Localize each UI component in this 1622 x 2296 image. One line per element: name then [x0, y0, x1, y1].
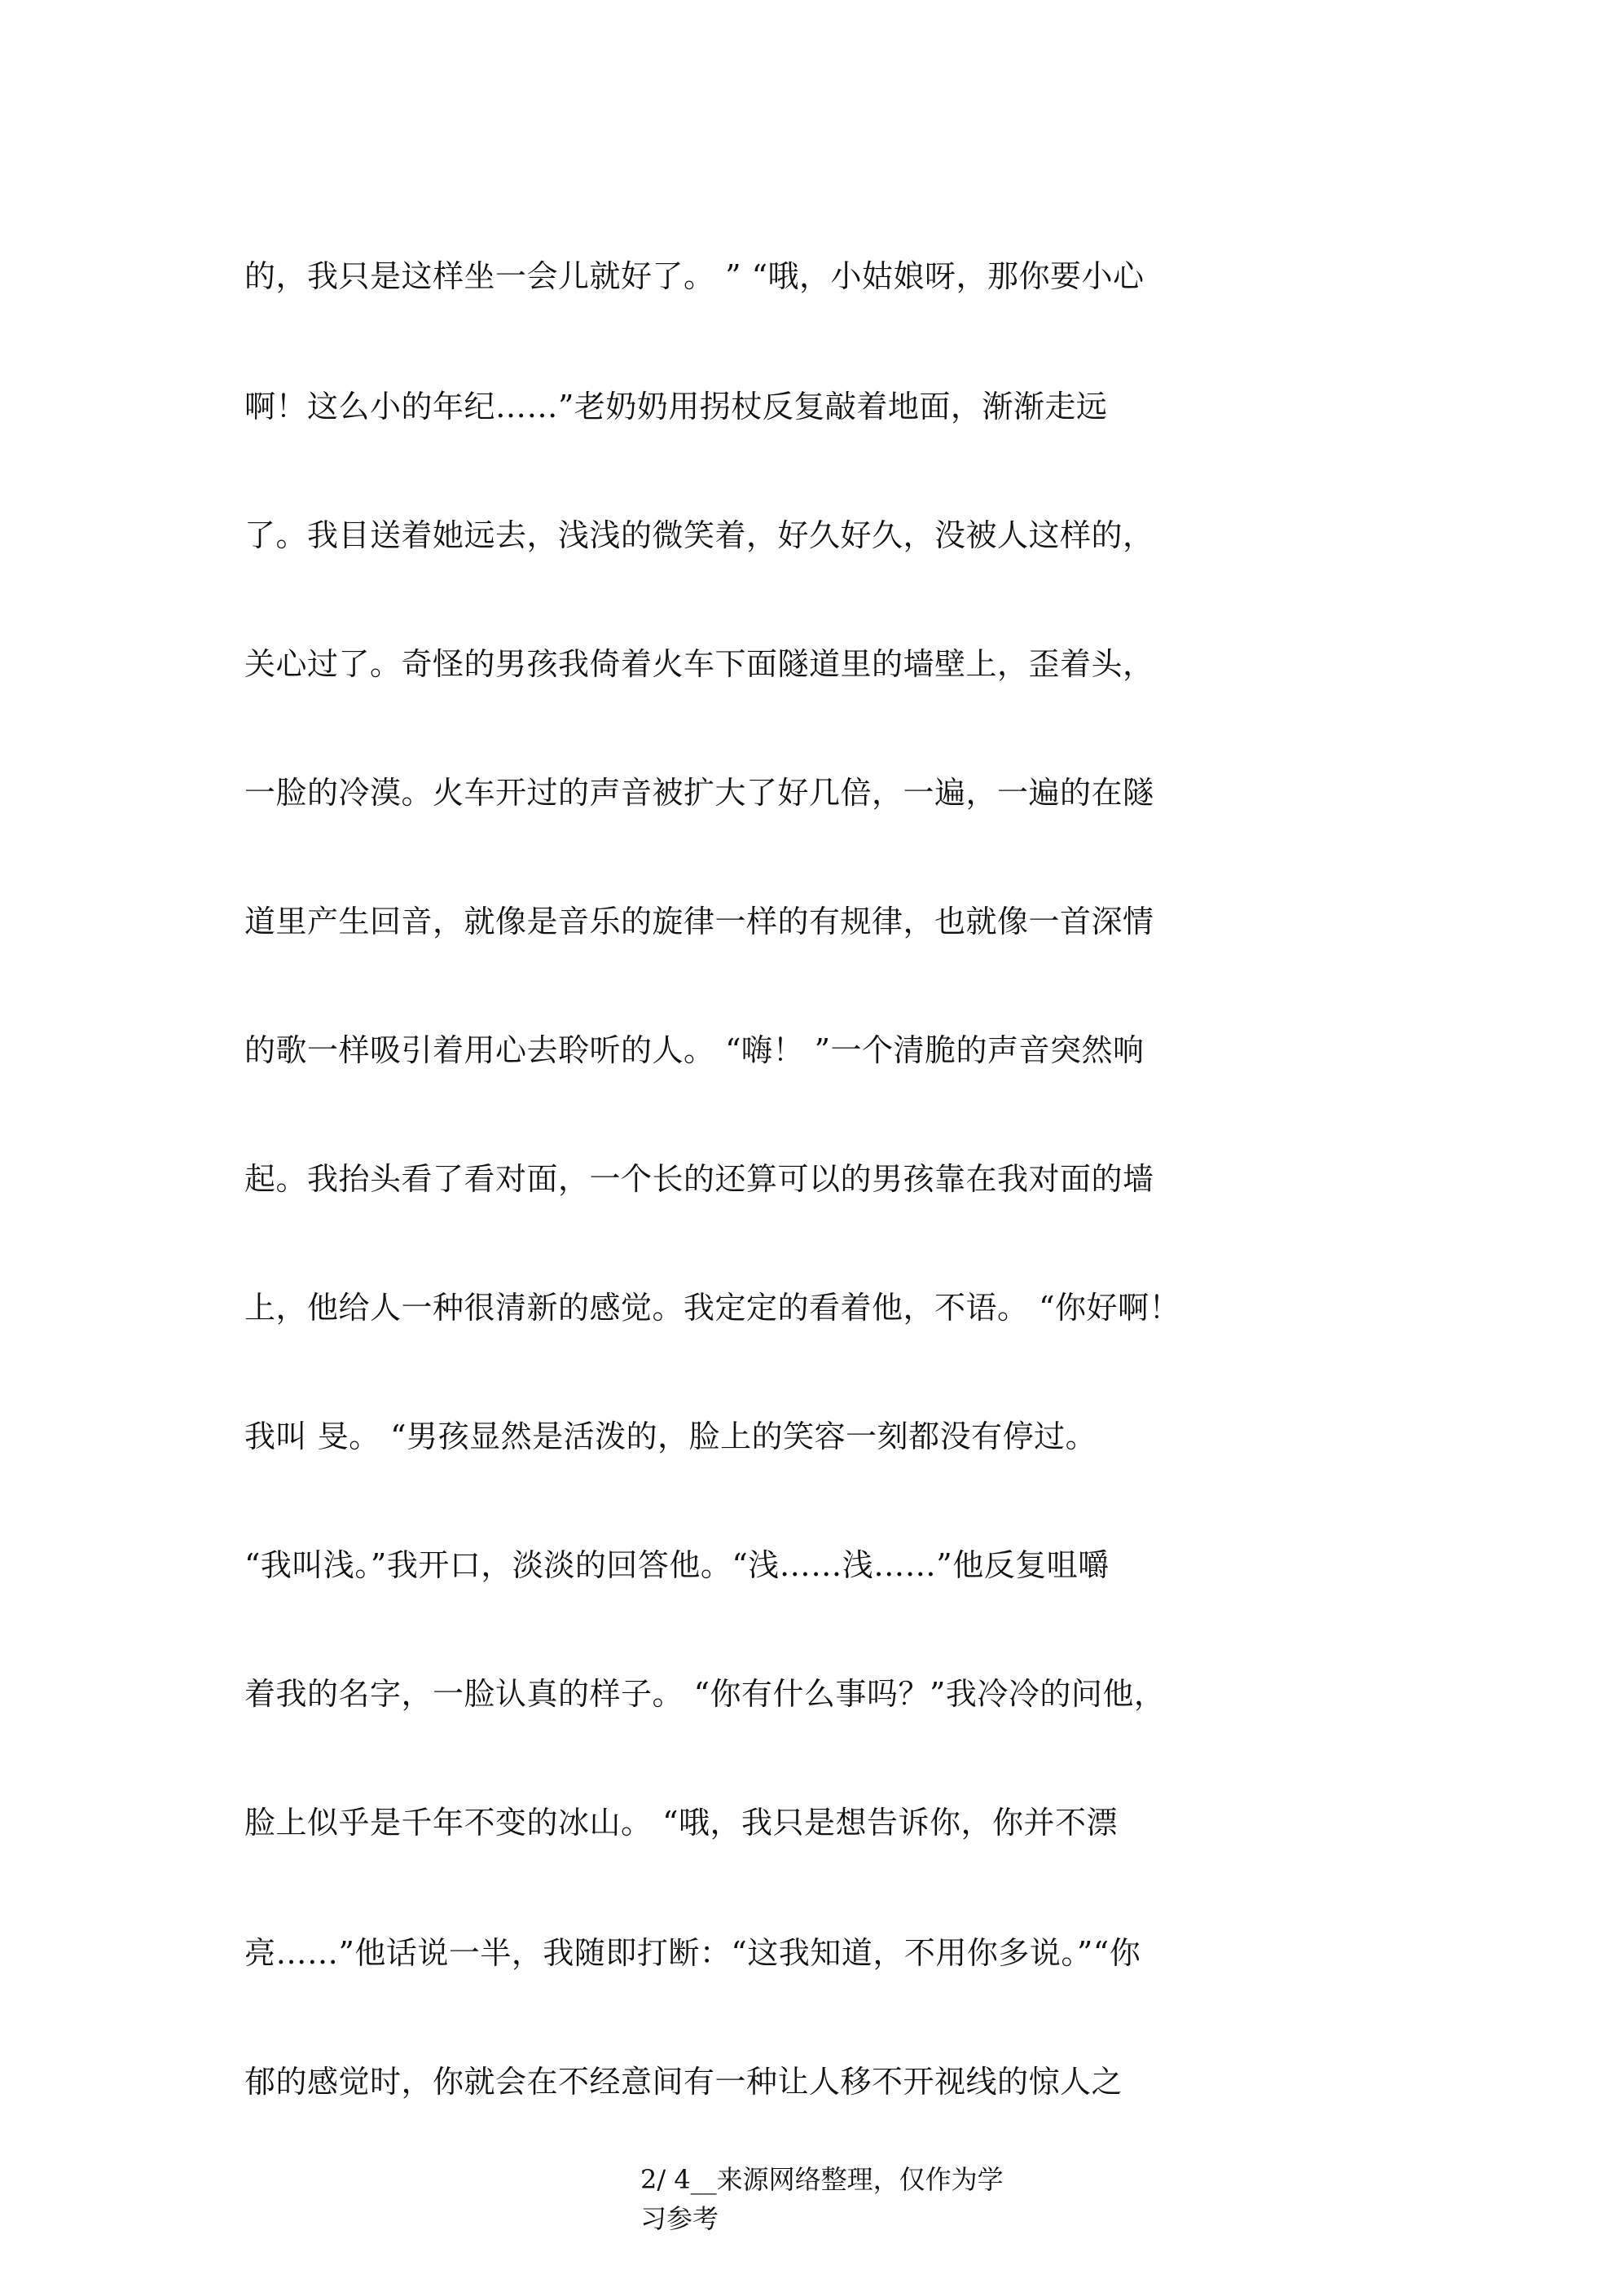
text-line: 道里产生回音，就像是音乐的旋律一样的有规律，也就像一首深情	[244, 904, 1154, 939]
text-line: 啊！这么小的年纪……”老奶奶用拐杖反复敲着地面，渐渐走远	[244, 389, 1108, 424]
text-line: 关心过了。奇怪的男孩我倚着火车下面隧道里的墙壁上，歪着头，	[244, 646, 1154, 682]
page-footer-line: 习参考	[640, 2203, 719, 2234]
text-line: 的歌一样吸引着用心去聆听的人。 “嗨！ ”一个清脆的声音突然响	[244, 1032, 1145, 1068]
text-line: 上，他给人一种很清新的感觉。我定定的看着他，不语。 “你好啊！	[244, 1290, 1181, 1326]
page-footer-line: 2/ 4__来源网络整理，仅作为学	[640, 2164, 1004, 2195]
text-line: 亮……”他话说一半，我随即打断：“这我知道，不用你多说。”“你	[244, 1935, 1141, 1971]
text-line: 的，我只是这样坐一会儿就好了。 ” “哦，小姑娘呀，那你要小心	[244, 258, 1145, 294]
text-line: 一脸的冷漠。火车开过的声音被扩大了好几倍，一遍，一遍的在隧	[244, 775, 1154, 811]
text-line: “我叫浅。”我开口，淡淡的回答他。“浅……浅……”他反复咀嚼	[244, 1547, 1110, 1583]
text-line: 我叫 旻。 “男孩显然是活泼的，脸上的笑容一刻都没有停过。	[244, 1419, 1097, 1454]
text-line: 了。我目送着她远去，浅浅的微笑着，好久好久，没被人这样的，	[244, 517, 1154, 553]
text-line: 脸上似乎是千年不变的冰山。 “哦，我只是想告诉你，你并不漂	[244, 1805, 1119, 1841]
text-line: 起。我抬头看了看对面，一个长的还算可以的男孩靠在我对面的墙	[244, 1161, 1154, 1197]
text-line: 着我的名字，一脸认真的样子。 “你有什么事吗？”我冷冷的问他，	[244, 1676, 1166, 1712]
text-line: 郁的感觉时，你就会在不经意间有一种让人移不开视线的惊人之	[244, 2064, 1123, 2100]
